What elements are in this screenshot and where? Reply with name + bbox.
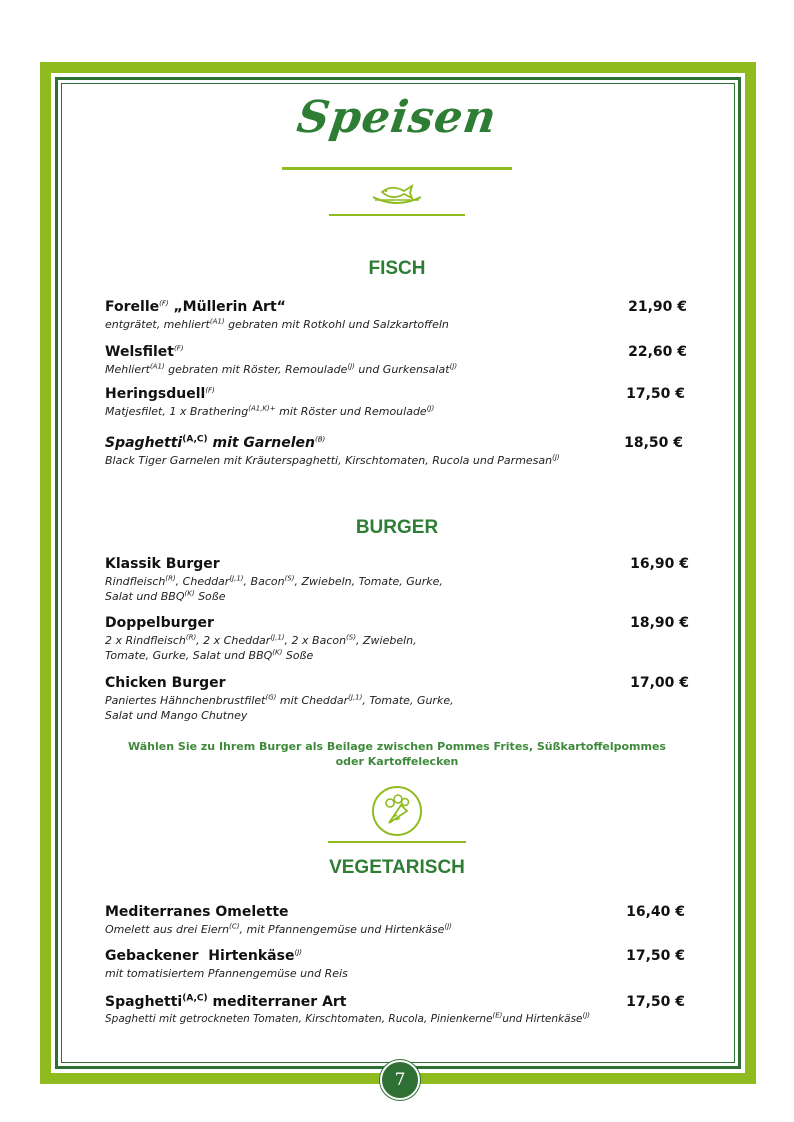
page-number-badge: 7	[380, 1060, 420, 1100]
item-price: 21,90 €	[628, 299, 687, 315]
item-price: 17,50 €	[626, 994, 685, 1010]
item-name: Spaghetti	[105, 435, 183, 451]
menu-item	[105, 904, 687, 937]
item-price: 17,50 €	[626, 948, 685, 964]
burger-side-note	[110, 739, 684, 769]
note-line2: oder Kartoffelecken	[335, 755, 459, 768]
item-description: Omelett aus drei Eiern$^{(C)}$, mit Pfannengemüse und Hirtenkäse$^{(J)}$	[105, 922, 452, 936]
item-price: 22,60 €	[628, 344, 687, 360]
item-allergens: (F)	[205, 386, 215, 395]
menu-item	[105, 386, 687, 419]
item-price: 16,40 €	[626, 904, 685, 920]
item-description: Matjesfilet, 1 x Brathering$^{(A1,K)+}$ mit Röster und Remoulade$^{(J)}$	[105, 404, 435, 418]
menu-item	[105, 299, 687, 332]
item-description-line1: Paniertes Hähnchenbrustfilet$^{(G)}$ mit Cheddar$^{(J,1)}$, Tomate, Gurke,	[105, 693, 454, 707]
title-underline	[282, 167, 512, 170]
item-name: Heringsduell	[105, 386, 206, 402]
section-title-fisch: FISCH	[368, 258, 426, 279]
item-description-line2: Salat und Mango Chutney	[105, 709, 248, 722]
item-name-suffix: mediterraner Art	[207, 994, 347, 1010]
item-name: Mediterranes Omelette	[105, 904, 289, 920]
menu-item	[105, 556, 687, 604]
item-price: 18,50 €	[624, 435, 683, 451]
item-description: Mehliert$^{(A1)}$ gebraten mit Röster, Remoulade$^{(J)}$ und Gurkensalat$^{(J)}$	[105, 362, 458, 376]
item-price: 18,90 €	[630, 615, 689, 631]
item-allergens: (A,C)	[182, 993, 208, 1004]
vegetables-icon	[371, 785, 423, 837]
menu-item	[105, 675, 687, 723]
item-name-suffix: mit Garnelen	[207, 435, 316, 451]
menu-item	[105, 994, 687, 1027]
item-price: 17,50 €	[626, 386, 685, 402]
item-description-line2: Salat und $BBQ^{(K)}$ Soße	[105, 589, 226, 603]
item-name: Welsfilet	[105, 344, 174, 360]
menu-item	[105, 344, 687, 377]
item-name: Klassik Burger	[105, 556, 220, 572]
item-description-line1: Rindfleisch$^{(R)}$, Cheddar$^{(J,1)}$, Bacon$^{(S)}$, Zwiebeln, Tomate, Gurke,	[105, 574, 443, 588]
item-description-line1: 2 x Rindfleisch$^{(R)}$, 2 x Cheddar$^{(J,1)}$, 2 x Bacon$^{(S)}$, Zwiebeln,	[105, 633, 417, 647]
item-name: Chicken Burger	[105, 675, 226, 691]
page-title: Speisen	[293, 92, 501, 143]
fish-icon-underline	[329, 214, 465, 216]
item-name-suffix: „Müllerin Art“	[168, 299, 286, 315]
item-allergens: (A,C)	[182, 434, 208, 445]
item-allergens: (F)	[159, 299, 169, 308]
menu-item	[105, 948, 687, 981]
fish-plate-icon	[370, 181, 424, 211]
item-allergens: (J)	[294, 948, 302, 957]
item-name: Forelle	[105, 299, 160, 315]
item-description: entgrätet, mehliert$^{(A1)}$ gebraten mit Rotkohl und Salzkartoffeln	[105, 317, 449, 331]
note-line1: Wählen Sie zu Ihrem Burger als Beilage zwischen Pommes Frites, Süßkartoffelpommes	[128, 740, 666, 753]
menu-item	[105, 435, 687, 468]
item-description: Black Tiger Garnelen mit Kräuterspaghetti, Kirschtomaten, Rucola und Parmesan$^{(J)}$	[105, 453, 560, 467]
item-name: Doppelburger	[105, 615, 214, 631]
menu-item	[105, 615, 687, 663]
item-description-line2: Tomate, Gurke, Salat und $BBQ^{(K)}$ Soße	[105, 648, 314, 662]
item-name: Spaghetti	[105, 994, 183, 1010]
item-description: mit tomatisiertem Pfannengemüse und Reis	[105, 967, 348, 980]
item-allergens-2: (B)	[315, 435, 326, 444]
item-description: Spaghetti mit getrockneten Tomaten, Kirschtomaten, Rucola, Pinienkerne$^{(E)}$und Hirtenkäse$^{(J)}$	[105, 1011, 591, 1025]
item-name: Gebackener Hirtenkäse	[105, 948, 295, 964]
item-price: 16,90 €	[630, 556, 689, 572]
item-allergens: (F)	[173, 344, 184, 353]
section-title-burger: BURGER	[355, 517, 439, 538]
item-price: 17,00 €	[630, 675, 689, 691]
section-title-vegetarisch: VEGETARISCH	[329, 857, 465, 878]
veg-icon-underline	[328, 841, 466, 843]
